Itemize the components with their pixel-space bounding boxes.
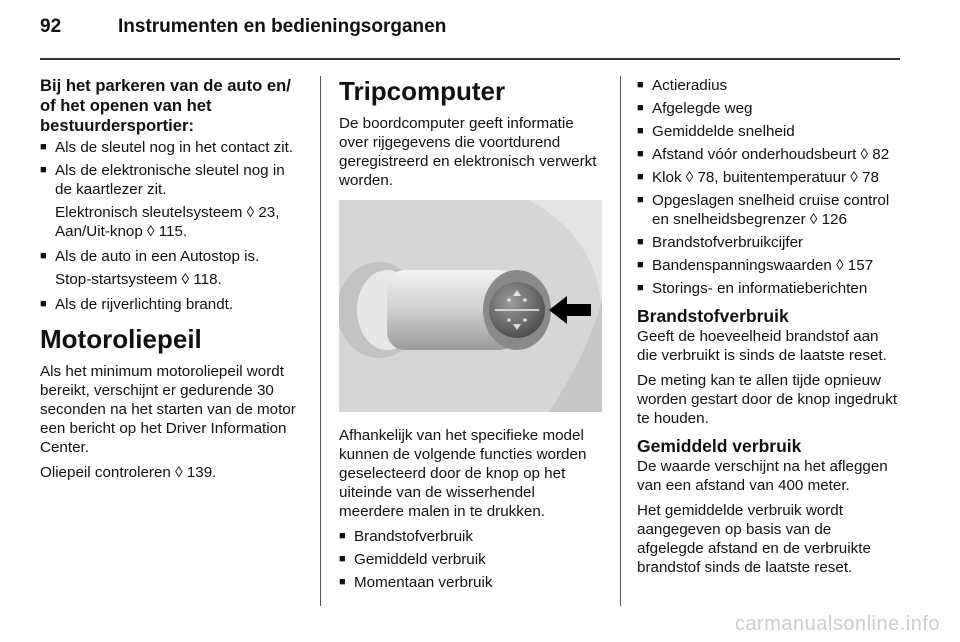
oil-check-reference: Oliepeil controleren ◊ 139. — [40, 464, 217, 481]
parking-list — [40, 138, 305, 199]
column-divider-1 — [320, 76, 321, 606]
fuel-consumption-paragraph-2: De meting kan te allen tijde opnieuw worden gestart door de knop ingedrukt te houden. — [637, 372, 898, 427]
tripcomputer-items-list — [637, 76, 902, 298]
list-item: ■ Bandenspanningswaarden ◊ 157 — [637, 256, 902, 275]
page-number: 92 — [40, 16, 62, 37]
list-item: ■ Afstand vóór onderhoudsbeurt ◊ 82 — [637, 145, 902, 164]
list-item: ■ Brandstofverbruik — [339, 527, 603, 546]
header-rule — [40, 58, 900, 60]
list-item: ■ Als de sleutel nog in het contact zit. — [40, 138, 305, 157]
column-1 — [40, 76, 305, 488]
list-item: ■ Storings- en informatieberichten — [637, 279, 902, 298]
list-item: ■ Afgelegde weg — [637, 99, 902, 118]
column-2 — [339, 76, 603, 596]
list-item: ■ Opgeslagen snelheid cruise control en snelheidsbegrenzer ◊ 126 — [637, 191, 902, 229]
oil-level-heading: Motoroliepeil — [40, 324, 202, 354]
list-item: ■ Als de rijverlichting brandt. — [40, 295, 305, 314]
list-item: ■ Actieradius — [637, 76, 902, 95]
fuel-consumption-heading: Brandstofverbruik — [637, 306, 789, 326]
lighting-list — [40, 295, 305, 314]
tripcomputer-explanation: Afhankelijk van het specifieke model kunnen de volgende functies worden geselecteerd door de knop op het uiteinde van de wisserhendel meerdere malen in te drukken. — [339, 427, 587, 520]
list-item: ■ Gemiddeld verbruik — [339, 550, 603, 569]
tripcomputer-intro: De boordcomputer geeft informatie over rijgegevens die voortdurend geregistreerd en elektronisch verwerkt worden. — [339, 115, 597, 189]
tripcomputer-heading: Tripcomputer — [339, 76, 506, 106]
average-consumption-paragraph-2: Het gemiddelde verbruik wordt aangegeven op basis van de afgelegde afstand en de verbruikte brandstof sinds de laatste reset. — [637, 502, 871, 576]
list-item: ■ Gemiddelde snelheid — [637, 122, 902, 141]
list-item: ■ Momentaan verbruik — [339, 573, 603, 592]
wiper-lever-svg — [339, 200, 602, 412]
autostop-list — [40, 247, 305, 266]
average-consumption-heading: Gemiddeld verbruik — [637, 436, 802, 456]
tripcomputer-functions-list — [339, 527, 603, 592]
fuel-consumption-paragraph-1: Geeft de hoeveelheid brandstof aan die verbruikt is sinds de laatste reset. — [637, 328, 887, 364]
stop-start-reference: Stop-startsysteem ◊ 118. — [55, 271, 222, 288]
list-item: ■ Klok ◊ 78, buitentemperatuur ◊ 78 — [637, 168, 902, 187]
column-3 — [637, 76, 902, 583]
average-consumption-paragraph-1: De waarde verschijnt na het afleggen van een afstand van 400 meter. — [637, 458, 888, 494]
list-item: ■ Brandstofverbruikcijfer — [637, 233, 902, 252]
parking-heading: Bij het parkeren van de auto en/ of het openen van het bestuurdersportier: — [40, 76, 291, 135]
list-item: ■ Als de auto in een Autostop is. — [40, 247, 305, 266]
electronic-key-reference: Elektronisch sleutelsysteem ◊ 23, Aan/Uit-knop ◊ 115. — [55, 204, 280, 240]
page-header-title: Instrumenten en bedieningsorganen — [118, 16, 447, 37]
list-item: ■ Als de elektronische sleutel nog in de kaartlezer zit. — [40, 161, 305, 199]
wiper-lever-illustration — [339, 200, 602, 412]
oil-level-paragraph: Als het minimum motoroliepeil wordt bereikt, verschijnt er gedurende 30 seconden na het starten van de motor een bericht op het Driver Information Center. — [40, 363, 296, 456]
column-divider-2 — [620, 76, 621, 606]
watermark: carmanualsonline.info — [734, 613, 940, 635]
